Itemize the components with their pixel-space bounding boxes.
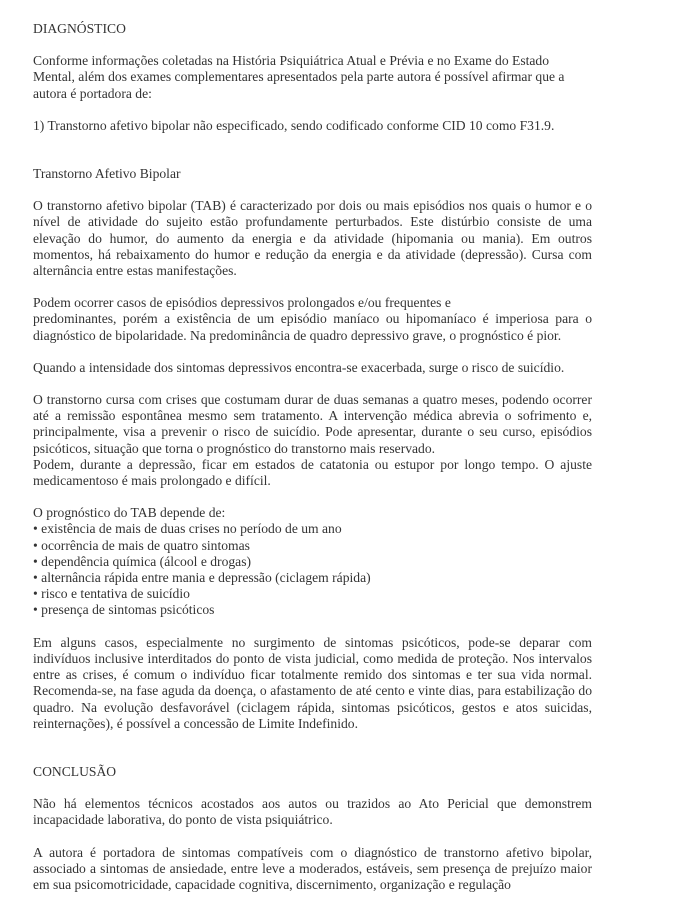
list-item: • ocorrência de mais de quatro sintomas (33, 538, 592, 554)
list-item: • presença de sintomas psicóticos (33, 602, 592, 618)
conclusao-paragraph-2: A autora é portadora de sintomas compatíveis com o diagnóstico de transtorno afetivo bipolar, associado a sintomas de ansiedade, entre leve a moderados, estáveis, sem presença de prejuízo maior em sua psicomotricidade, capacidade cognitiva, discernimento, organização e regulação (33, 844, 592, 892)
list-item: • risco e tentativa de suicídio (33, 586, 592, 602)
tab-paragraph-5: Em alguns casos, especialmente no surgimento de sintomas psicóticos, pode-se deparar com indivíduos inclusive interditados do ponto de vista judicial, como medida de proteção. Nos intervalos entre as crises, é comum o indivíduo ficar totalmente remido dos sintomas e ter sua vida normal. Recomenda-se, na fase aguda da doença, o afastamento de até cento e vinte dias, para estabilização do quadro. Na evolução desfavorável (ciclagem rápida, sintomas psicóticos, gestos e atos suicidas, reinternações), é possível a concessão de Limite Indefinido. (33, 634, 592, 731)
tab-paragraph-4a: O transtorno cursa com crises que costumam durar de duas semanas a quatro meses, podendo ocorrer até a remissão espontânea mesmo sem tratamento. A intervenção médica abrevia o sofrimento e, principalmente, visa a prevenir o risco de suicídio. Pode apresentar, durante o seu curso, episódios psicóticos, situação que torna o prognóstico do transtorno mais reservado. (33, 392, 592, 456)
list-item: • dependência química (álcool e drogas) (33, 554, 592, 570)
list-item: • existência de mais de duas crises no período de um ano (33, 521, 592, 537)
tab-paragraph-3: Quando a intensidade dos sintomas depressivos encontra-se exacerbada, surge o risco de suicídio. (33, 359, 565, 375)
document-body (33, 21, 592, 893)
tab-paragraph-4b: Podem, durante a depressão, ficar em estados de catatonia ou estupor por longo tempo. O ajuste medicamentoso é mais prolongado e difícil. (33, 456, 592, 489)
tab-paragraph-2-line-1: Podem ocorrer casos de episódios depressivos prolongados e/ou frequentes e (33, 295, 451, 311)
conclusao-heading: CONCLUSÃO (33, 763, 117, 779)
tab-paragraph-1: O transtorno afetivo bipolar (TAB) é caracterizado por dois ou mais episódios nos quais o humor e o nível de atividade do sujeito estão profundamente perturbados. Este distúrbio consiste de uma elevação do humor, do aumento da energia e da atividade (hipomania ou mania). Em outros momentos, há rebaixamento do humor e redução da energia e da atividade (depressão). Cursa com alternância entre estas manifestações. (33, 198, 592, 279)
diagnostico-heading: DIAGNÓSTICO (33, 21, 126, 36)
tab-paragraph-2: predominantes, porém a existência de um episódio maníaco ou hipomaníaco é imperiosa para o diagnóstico de bipolaridade. Na predominância de quadro depressivo grave, o prognóstico é pior. (33, 311, 592, 343)
conclusao-paragraph-1: Não há elementos técnicos acostados aos autos ou trazidos ao Ato Pericial que demonstrem incapacidade laborativa, do ponto de vista psiquiátrico. (33, 796, 592, 828)
list-item: • alternância rápida entre mania e depressão (ciclagem rápida) (33, 570, 592, 586)
diagnostico-intro: Conforme informações coletadas na História Psiquiátrica Atual e Prévia e no Exame do Estado Mental, além dos exames complementares apresentados pela parte autora é possível afirmar que a autora é portadora de: (33, 53, 565, 101)
tab-heading: Transtorno Afetivo Bipolar (33, 166, 181, 182)
diagnostico-item: 1) Transtorno afetivo bipolar não especificado, sendo codificado conforme CID 10 como F31.9. (33, 117, 555, 133)
prognosis-intro: O prognóstico do TAB depende de: (33, 505, 226, 521)
prognosis-list (33, 521, 592, 618)
